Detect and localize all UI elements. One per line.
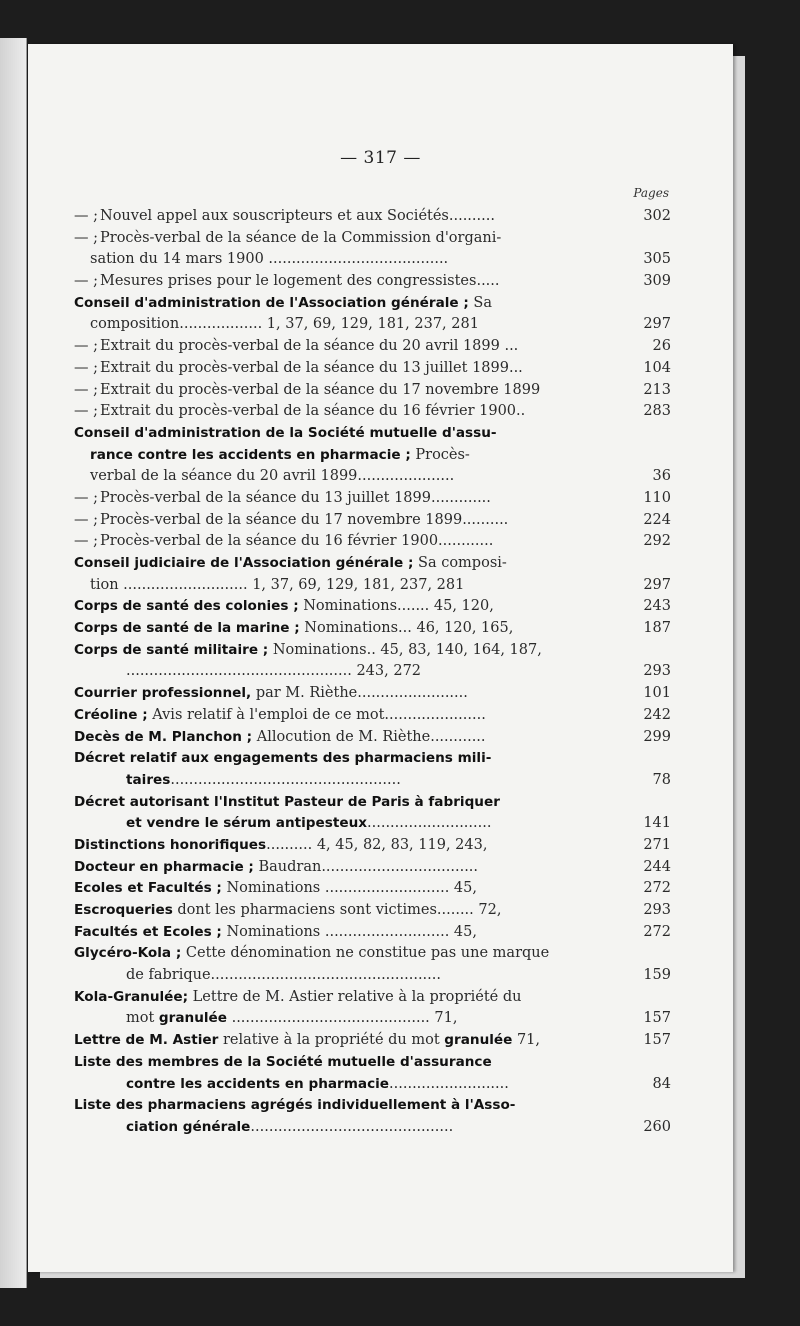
book-spine (0, 38, 27, 1288)
index-text: Allocution de M. Rièthe............ (252, 728, 486, 745)
index-line (74, 943, 671, 965)
index-text: Nominations ........................... 45, (221, 923, 477, 940)
index-text: Procès-verbal de la séance du 16 février 1900............ (100, 533, 494, 550)
index-heading: Corps de santé des colonies ; (74, 598, 299, 615)
index-heading: contre les accidents en pharmacie (126, 1075, 390, 1092)
index-entries (74, 206, 671, 1139)
index-text: Nominations.. 45, 83, 140, 164, 187, (268, 641, 542, 658)
index-heading: Distinctions honorifiques (74, 836, 267, 853)
index-line (74, 770, 671, 792)
index-line (74, 813, 671, 835)
index-heading: Conseil d'administration de l'Association générale ; (74, 294, 469, 311)
page-reference: 260 (641, 1117, 671, 1139)
index-heading: Conseil d'administration de la Société mutuelle d'assu- (74, 424, 497, 441)
index-text: relative à la propriété du mot (218, 1032, 445, 1049)
index-text: Nouvel appel aux souscripteurs et aux Sociétés.......... (100, 208, 495, 224)
ditto-dash: — ; (74, 489, 98, 506)
index-text: sation du 14 mars 1900 ....................................... (90, 251, 449, 268)
index-text: Nominations....... 45, 120, (298, 598, 494, 615)
index-line (74, 1074, 671, 1096)
index-text: tion ........................... 1, 37, 69, 129, 181, 237, 281 (90, 576, 465, 593)
index-heading: Ecoles et Facultés ; (74, 880, 222, 897)
index-line (74, 358, 671, 380)
index-heading: rance contre les accidents en pharmacie ; (90, 446, 411, 463)
index-text: .......................... (389, 1075, 509, 1092)
page-reference: 78 (651, 770, 671, 792)
index-line (74, 792, 671, 814)
index-line (74, 1008, 671, 1030)
index-text: Lettre de M. Astier relative à la propriété du (188, 988, 522, 1005)
page-reference: 213 (641, 380, 671, 402)
index-text: .................................................. (170, 771, 401, 788)
index-heading: taires (126, 771, 171, 788)
index-text: Nominations ........................... 45, (221, 880, 477, 897)
index-text: Sa (468, 294, 492, 311)
page-reference: 26 (651, 336, 671, 358)
index-heading: Liste des membres de la Société mutuelle d'assurance (74, 1053, 492, 1070)
index-line (74, 727, 671, 749)
ditto-dash: — ; (74, 511, 98, 528)
page-reference: 297 (641, 314, 671, 336)
page-reference: 283 (641, 401, 671, 423)
index-text: Baudran.................................. (253, 858, 479, 875)
index-line (74, 488, 671, 510)
book-page (28, 44, 733, 1272)
page-reference: 293 (641, 900, 671, 922)
index-text: Extrait du procès-verbal de la séance du 16 février 1900.. (100, 403, 526, 420)
index-line (74, 683, 671, 705)
index-line (74, 228, 671, 250)
index-heading: Corps de santé militaire ; (74, 641, 269, 658)
index-text: par M. Rièthe........................ (251, 685, 468, 702)
index-heading: Corps de santé de la marine ; (74, 620, 300, 637)
page-reference: 159 (641, 965, 671, 987)
ditto-dash: — ; (74, 403, 98, 420)
index-line (74, 466, 671, 488)
index-text: Procès-verbal de la séance de la Commission d'organi- (100, 229, 502, 246)
page-reference: 271 (641, 835, 671, 857)
index-text: ........................... (367, 815, 492, 832)
index-line (74, 965, 671, 987)
index-line (74, 423, 671, 445)
index-text: de fabrique.................................................. (126, 967, 441, 984)
ditto-dash: — ; (74, 208, 98, 224)
index-heading: Kola-Granulée; (74, 988, 189, 1005)
index-heading: Décret relatif aux engagements des pharmaciens mili- (74, 750, 492, 767)
ditto-dash: — ; (74, 359, 98, 376)
page-reference: 297 (641, 575, 671, 597)
index-text: ................................................. 243, 272 (126, 663, 422, 680)
index-line (74, 401, 671, 423)
page-reference: 104 (641, 358, 671, 380)
index-line (74, 271, 671, 293)
page-reference: 110 (641, 488, 671, 510)
index-line (74, 661, 671, 683)
page-reference: 305 (641, 249, 671, 271)
page-reference: 309 (641, 271, 671, 293)
index-line (74, 206, 671, 228)
page-reference: 293 (641, 661, 671, 683)
index-text: Procès-verbal de la séance du 13 juillet 1899............. (100, 489, 491, 506)
index-line (74, 705, 671, 727)
index-text: Nominations... 46, 120, 165, (299, 620, 514, 637)
page-reference: 272 (641, 878, 671, 900)
page-reference: 272 (641, 922, 671, 944)
index-line (74, 1052, 671, 1074)
index-line (74, 1030, 671, 1052)
index-text: mot (126, 1010, 159, 1027)
index-emphasis: granulée (158, 1010, 227, 1027)
index-heading: ciation générale (126, 1118, 251, 1135)
index-line (74, 575, 671, 597)
index-heading: Décret autorisant l'Institut Pasteur de Paris à fabriquer (74, 793, 500, 810)
index-line (74, 380, 671, 402)
page-reference: 242 (641, 705, 671, 727)
page-reference: 292 (641, 531, 671, 553)
index-text: Extrait du procès-verbal de la séance du 17 novembre 1899 (100, 381, 541, 398)
index-line (74, 878, 671, 900)
index-line (74, 531, 671, 553)
index-heading: Glycéro-Kola ; (74, 945, 182, 962)
index-heading: Escroqueries (74, 902, 173, 918)
index-line (74, 445, 671, 467)
index-line (74, 640, 671, 662)
index-heading: Docteur en pharmacie ; (74, 858, 254, 875)
index-text: composition.................. 1, 37, 69, 129, 181, 237, 281 (90, 316, 479, 333)
index-heading: Lettre de M. Astier (74, 1032, 219, 1049)
page-reference: 141 (641, 813, 671, 835)
index-text: Extrait du procès-verbal de la séance du 20 avril 1899 ... (100, 338, 519, 355)
index-text: ............................................ (250, 1118, 454, 1135)
page-reference: 243 (641, 596, 671, 618)
index-heading: Facultés et Ecoles ; (74, 923, 222, 940)
page-reference: 101 (641, 683, 671, 705)
index-line (74, 1117, 671, 1139)
index-heading: Courrier professionnel, (74, 685, 252, 702)
ditto-dash: — ; (74, 229, 98, 246)
index-line (74, 748, 671, 770)
index-line (74, 553, 671, 575)
index-line (74, 293, 671, 315)
index-heading: et vendre le sérum antipesteux (126, 815, 368, 832)
index-emphasis: granulée (444, 1032, 513, 1049)
index-line (74, 618, 671, 640)
ditto-dash: — ; (74, 381, 98, 398)
index-text: Sa composi- (413, 555, 507, 571)
index-line (74, 249, 671, 271)
index-line (74, 596, 671, 618)
page-reference: 224 (641, 510, 671, 532)
index-line (74, 510, 671, 532)
index-line (74, 336, 671, 358)
index-text: .......... 4, 45, 82, 83, 119, 243, (266, 836, 488, 853)
index-line (74, 987, 671, 1009)
ditto-dash: — ; (74, 273, 98, 290)
index-text: Avis relatif à l'emploi de ce mot...................... (147, 706, 486, 723)
index-heading: Conseil judiciaire de l'Association générale ; (74, 555, 414, 571)
index-text: Procès- (410, 446, 470, 463)
index-heading: Liste des pharmaciens agrégés individuellement à l'Asso- (74, 1097, 516, 1114)
page-reference: 187 (641, 618, 671, 640)
index-text: Cette dénomination ne constitue pas une marque (181, 945, 550, 962)
index-text: 71, (512, 1032, 541, 1049)
page-reference: 84 (651, 1074, 671, 1096)
index-text: dont les pharmaciens sont victimes........ 72, (172, 902, 502, 918)
index-line (74, 922, 671, 944)
index-line (74, 857, 671, 879)
index-heading: Decès de M. Planchon ; (74, 728, 253, 745)
index-line (74, 900, 671, 922)
index-line (74, 314, 671, 336)
index-text: Mesures prises pour le logement des congressistes..... (100, 273, 500, 290)
page-reference: 157 (641, 1008, 671, 1030)
index-text: Procès-verbal de la séance du 17 novembre 1899.......... (100, 511, 509, 528)
index-line (74, 1095, 671, 1117)
page-reference: 244 (641, 857, 671, 879)
index-heading: Créoline ; (74, 706, 148, 723)
pages-column-label: Pages (633, 186, 669, 200)
ditto-dash: — ; (74, 533, 98, 550)
page-reference: 302 (641, 206, 671, 228)
ditto-dash: — ; (74, 338, 98, 355)
page-reference: 36 (651, 466, 671, 488)
page-number: — 317 — (340, 148, 421, 168)
index-line (74, 835, 671, 857)
index-text: verbal de la séance du 20 avril 1899..................... (90, 468, 455, 485)
index-text: ........................................... 71, (226, 1010, 458, 1027)
page-reference: 157 (641, 1030, 671, 1052)
page-reference: 299 (641, 727, 671, 749)
index-text: Extrait du procès-verbal de la séance du 13 juillet 1899... (100, 359, 523, 376)
